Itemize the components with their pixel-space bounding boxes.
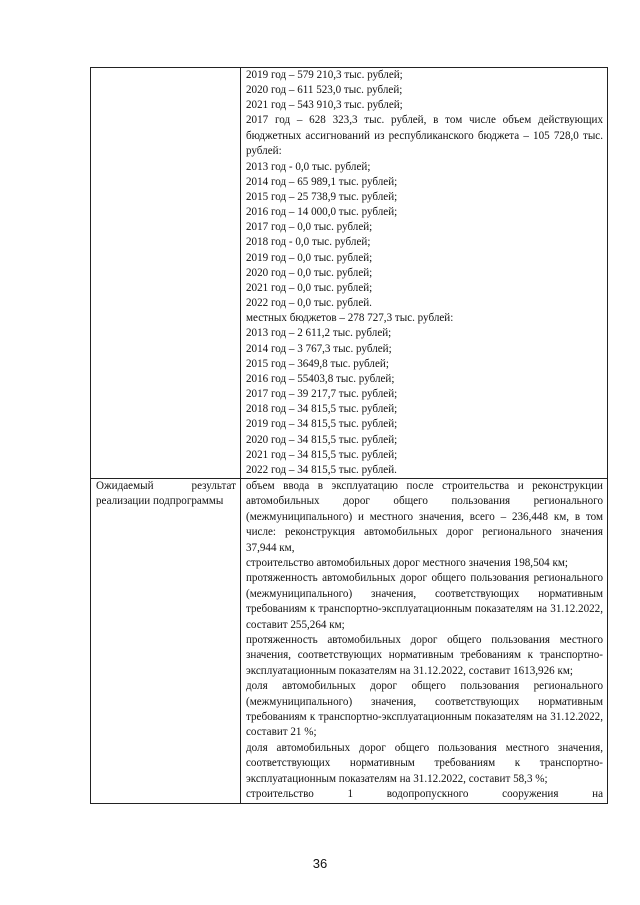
- funding-line: 2016 год – 55403,8 тыс. рублей;: [246, 372, 395, 385]
- funding-line: 2013 год - 0,0 тыс. рублей;: [246, 160, 371, 173]
- funding-line: 2014 год – 65 989,1 тыс. рублей;: [246, 175, 398, 188]
- program-passport-table: [90, 67, 608, 804]
- funding-summary-line: 2017 год – 628 323,3 тыс. рублей, в том числе объем действующих бюджетных ассигнований из республиканского бюджета – 105 728,0 тыс. рублей:: [246, 114, 603, 158]
- funding-line: 2021 год – 543 910,3 тыс. рублей;: [246, 99, 403, 112]
- funding-line: 2019 год – 34 815,5 тыс. рублей;: [246, 418, 398, 431]
- funding-line: 2016 год – 14 000,0 тыс. рублей;: [246, 206, 398, 219]
- funding-line: 2015 год – 3649,8 тыс. рублей;: [246, 357, 389, 370]
- funding-line: 2022 год – 34 815,5 тыс. рублей.: [246, 463, 397, 476]
- funding-line: местных бюджетов – 278 727,3 тыс. рублей:: [246, 312, 454, 325]
- funding-label-cell: [91, 68, 241, 479]
- funding-line: 2015 год – 25 738,9 тыс. рублей;: [246, 191, 398, 203]
- funding-line: 2018 год – 34 815,5 тыс. рублей;: [246, 403, 398, 416]
- result-paragraph: протяженность автомобильных дорог общего пользования местного значения, соответствующих нормативным требованиям к транспортно-эксплуатационным показателям на 31.12.2022, составит 1613,926 км;: [246, 634, 603, 677]
- funding-line: 2021 год – 34 815,5 тыс. рублей;: [246, 448, 398, 461]
- funding-line: 2018 год - 0,0 тыс. рублей;: [246, 236, 371, 249]
- funding-line: 2020 год – 611 523,0 тыс. рублей;: [246, 84, 403, 97]
- funding-line: 2020 год – 0,0 тыс. рублей;: [246, 266, 373, 279]
- result-paragraph: строительство автомобильных дорог местного значения 198,504 км;: [246, 557, 568, 569]
- funding-row: [91, 68, 608, 479]
- funding-line: 2019 год – 579 210,3 тыс. рублей;: [246, 69, 403, 81]
- result-paragraph: строительство 1 водопропускного сооружения на: [246, 788, 603, 801]
- result-label: Ожидаемый результат реализации подпрограммы: [96, 479, 236, 508]
- funding-line: 2017 год – 39 217,7 тыс. рублей;: [246, 388, 398, 401]
- page-number: 36: [312, 856, 328, 871]
- result-paragraph: объем ввода в эксплуатацию после строительства и реконструкции автомобильных дорог общего пользования регионального (межмуниципального) и местного значения, всего – 236,448 км, в том числе: реконструкция автомобильных дорог регионального значения 37,944 км,: [246, 479, 603, 554]
- result-value-cell: [241, 478, 608, 803]
- result-label-cell: [91, 478, 241, 803]
- funding-line: 2020 год – 34 815,5 тыс. рублей;: [246, 433, 398, 446]
- funding-line: 2017 год – 0,0 тыс. рублей;: [246, 221, 373, 234]
- funding-value-cell: [241, 68, 608, 479]
- funding-line: 2014 год – 3 767,3 тыс. рублей;: [246, 342, 392, 355]
- result-paragraph: доля автомобильных дорог общего пользования регионального (межмуниципального) значения, соответствующих нормативным требованиям к транспортно-эксплуатационным показателям на 31.12.2022, составит 21 %;: [246, 680, 603, 739]
- result-paragraph: протяженность автомобильных дорог общего пользования регионального (межмуниципального) значения, соответствующих нормативным требованиям к транспортно-эксплуатационным показателям на 31.12.2022, составит 255,264 км;: [246, 572, 603, 631]
- funding-line: 2022 год – 0,0 тыс. рублей.: [246, 297, 372, 310]
- result-paragraph: доля автомобильных дорог общего пользования местного значения, соответствующих нормативным требованиям к транспортно-эксплуатационным показателям на 31.12.2022, составит 58,3 %;: [246, 741, 603, 785]
- funding-line: 2021 год – 0,0 тыс. рублей;: [246, 281, 373, 294]
- funding-line: 2013 год – 2 611,2 тыс. рублей;: [246, 327, 392, 340]
- result-row: [91, 478, 608, 803]
- funding-line: 2019 год – 0,0 тыс. рублей;: [246, 251, 373, 264]
